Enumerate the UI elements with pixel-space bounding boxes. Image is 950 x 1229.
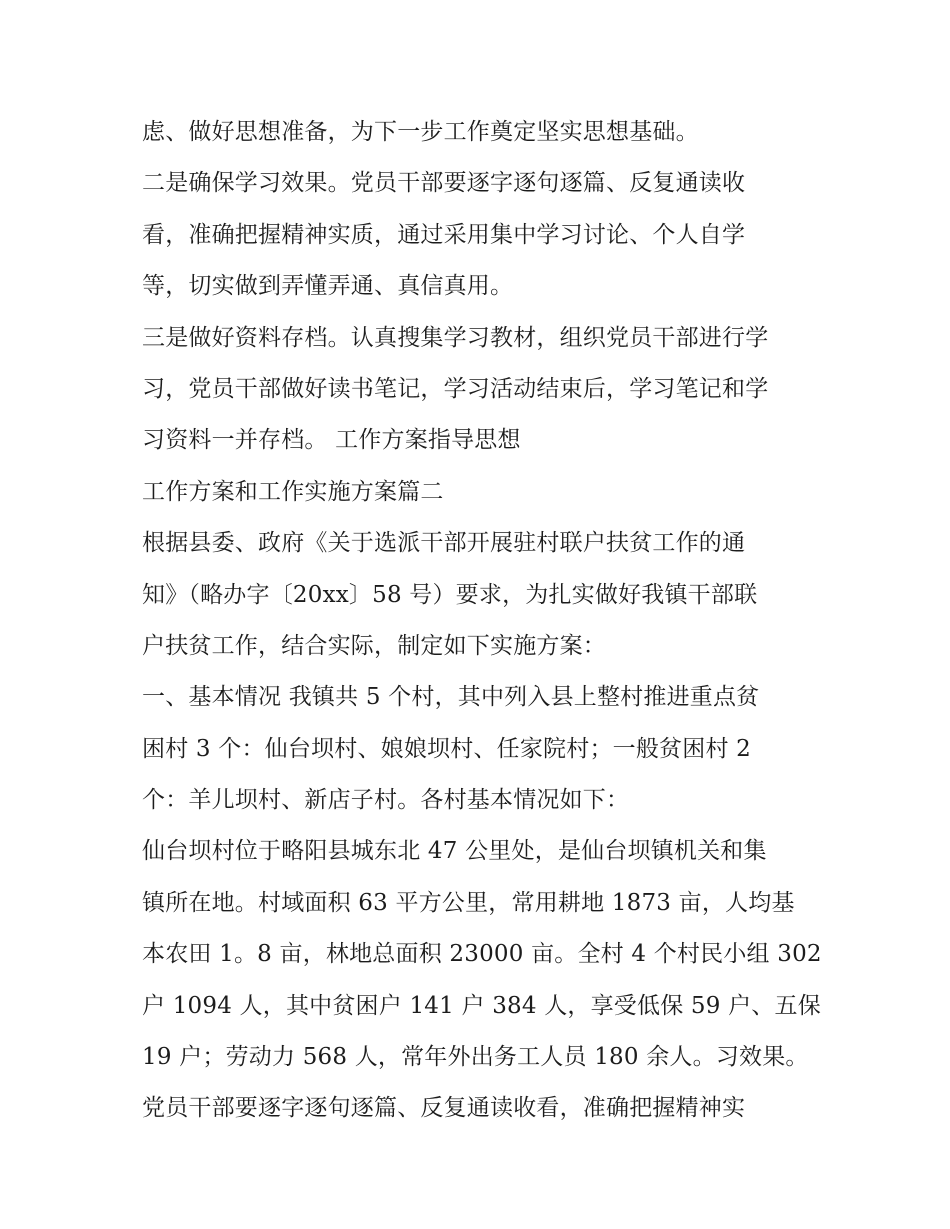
section-heading: 工作方案和工作实施方案篇二 bbox=[142, 478, 444, 505]
text-line: 根据县委、政府《关于选派干部开展驻村联户扶贫工作的通 bbox=[142, 530, 746, 557]
text-line: 习资料一并存档。 工作方案指导思想 bbox=[142, 427, 521, 454]
text-line: 三是做好资料存档。认真搜集学习教材，组织党员干部进行学 bbox=[142, 324, 769, 351]
document-body bbox=[142, 107, 822, 1135]
text-line: 等，切实做到弄懂弄通、真信真用。 bbox=[142, 273, 514, 300]
text-line: 一、基本情况 我镇共 5 个村，其中列入县上整村推进重点贫 bbox=[142, 684, 760, 711]
text-line: 本农田 1。8 亩，林地总面积 23000 亩。全村 4 个村民小组 302 bbox=[142, 941, 822, 968]
text-line: 户 1094 人，其中贫困户 141 户 384 人，享受低保 59 户、五保 bbox=[142, 992, 821, 1019]
text-line: 镇所在地。村域面积 63 平方公里，常用耕地 1873 亩，人均基 bbox=[142, 889, 795, 916]
text-line: 仙台坝村位于略阳县城东北 47 公里处，是仙台坝镇机关和集 bbox=[142, 838, 767, 865]
text-line: 习，党员干部做好读书笔记，学习活动结束后，学习笔记和学 bbox=[142, 375, 769, 402]
text-line: 困村 3 个：仙台坝村、娘娘坝村、任家院村；一般贫困村 2 bbox=[142, 735, 751, 762]
text-line: 19 户；劳动力 568 人，常年外出务工人员 180 余人。习效果。 bbox=[142, 1044, 809, 1071]
text-line: 二是确保学习效果。党员干部要逐字逐句逐篇、反复通读收 bbox=[142, 170, 746, 197]
text-line: 党员干部要逐字逐句逐篇、反复通读收看，准确把握精神实 bbox=[142, 1095, 746, 1122]
text-line: 看，准确把握精神实质，通过采用集中学习讨论、个人自学 bbox=[142, 221, 746, 248]
text-line: 个：羊儿坝村、新店子村。各村基本情况如下： bbox=[142, 787, 630, 814]
text-line: 虑、做好思想准备，为下一步工作奠定坚实思想基础。 bbox=[142, 119, 699, 145]
text-line: 户扶贫工作，结合实际，制定如下实施方案： bbox=[142, 632, 606, 659]
text-line: 知》（略办字〔20xx〕58 号）要求，为扎实做好我镇干部联 bbox=[142, 581, 758, 608]
